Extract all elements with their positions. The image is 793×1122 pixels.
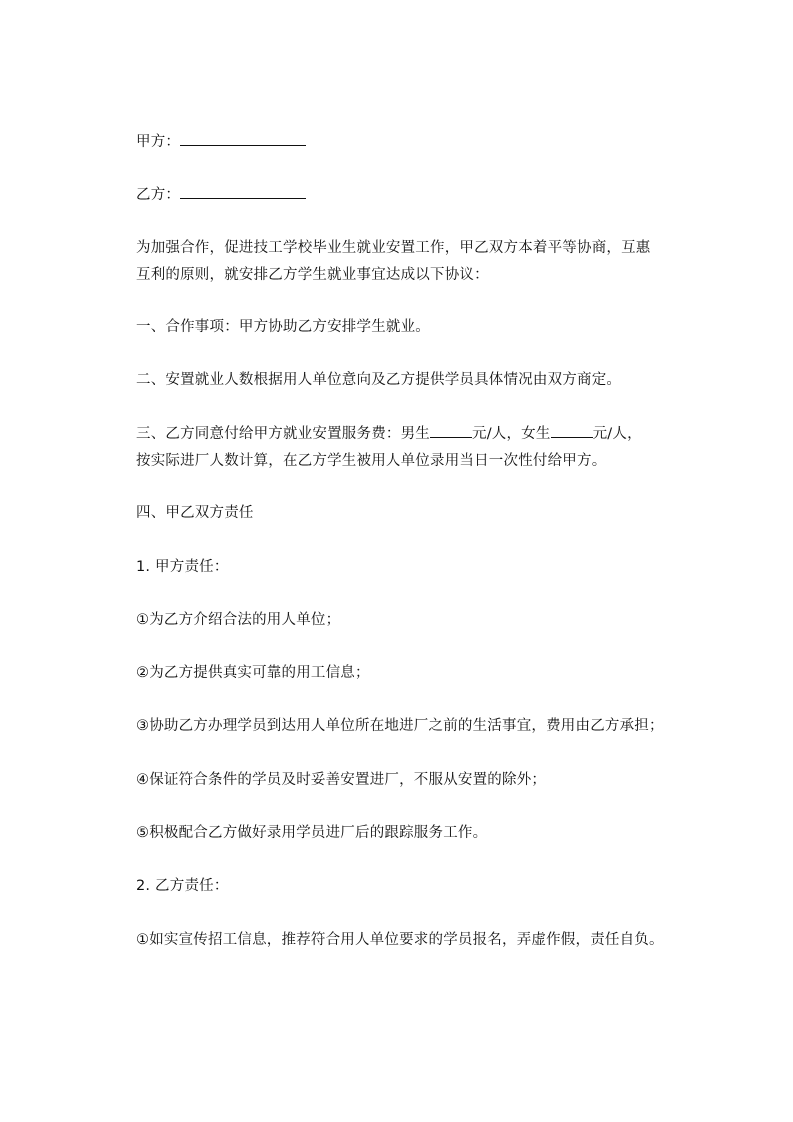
clause-3-line-1 [136,423,642,445]
clause-3-part-3: 元/人， [592,426,642,442]
party-a-duty-item: ①为乙方介绍合法的用人单位； [136,612,341,628]
clause-1: 一、合作事项：甲方协助乙方安排学生就业。 [136,319,430,335]
clause-3-part-1: 三、乙方同意付给甲方就业安置服务费：男生 [136,426,430,442]
party-b-line [136,184,306,206]
party-a-duty-item: ⑤积极配合乙方做好录用学员进厂后的跟踪服务工作。 [136,825,488,841]
party-a-blank [180,131,306,146]
party-b-label: 乙方： [136,187,181,203]
party-b-duty-title: 2. 乙方责任： [136,878,229,894]
clause-3-line-2: 按实际进厂人数计算，在乙方学生被用人单位录用当日一次性付给甲方。 [136,453,607,469]
male-fee-blank [430,423,472,438]
intro-line-1: 为加强合作，促进技工学校毕业生就业安置工作，甲乙双方本着平等协商，互惠 [136,240,651,256]
party-b-blank [180,184,306,199]
female-fee-blank [551,423,593,438]
clause-4-heading: 四、甲乙双方责任 [136,505,254,521]
party-a-duty-item: ③协助乙方办理学员到达用人单位所在地进厂之前的生活事宜，费用由乙方承担； [136,718,664,734]
party-a-duty-item: ②为乙方提供真实可靠的用工信息； [136,665,370,681]
party-a-duty-item: ④保证符合条件的学员及时妥善安置进厂，不服从安置的除外； [136,772,547,788]
party-a-duty-title: 1. 甲方责任： [136,559,229,575]
party-a-line [136,131,306,153]
clause-3-part-2: 元/人，女生 [472,426,551,442]
party-b-duty-item: ①如实宣传招工信息，推荐符合用人单位要求的学员报名，弄虚作假，责任自负。 [136,932,664,948]
party-a-label: 甲方： [136,134,181,150]
clause-2: 二、安置就业人数根据用人单位意向及乙方提供学员具体情况由双方商定。 [136,372,622,388]
intro-line-2: 互利的原则，就安排乙方学生就业事宜达成以下协议： [136,267,489,283]
